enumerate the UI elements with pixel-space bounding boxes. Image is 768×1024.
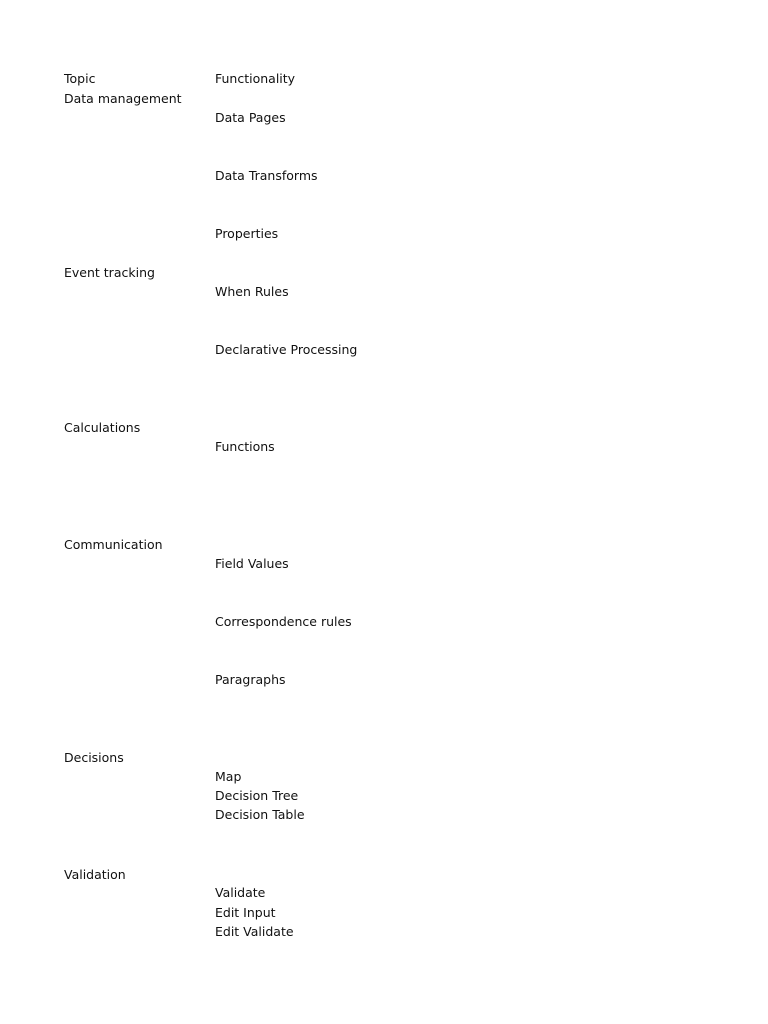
functionality-field-values: Field Values bbox=[215, 556, 289, 571]
functionality-decision-table: Decision Table bbox=[215, 807, 305, 822]
functionality-paragraphs: Paragraphs bbox=[215, 672, 286, 687]
functionality-properties: Properties bbox=[215, 226, 279, 241]
functionality-edit-input: Edit Input bbox=[215, 905, 276, 920]
topic-decisions: Decisions bbox=[64, 750, 124, 765]
topic-communication: Communication bbox=[64, 537, 163, 552]
topic-validation: Validation bbox=[64, 867, 126, 882]
topic-calculations: Calculations bbox=[64, 420, 141, 435]
functionality-functions: Functions bbox=[215, 439, 275, 454]
topic-event-tracking: Event tracking bbox=[64, 265, 155, 280]
functionality-decision-tree: Decision Tree bbox=[215, 788, 299, 803]
column-header-topic: Topic bbox=[64, 71, 96, 86]
functionality-when-rules: When Rules bbox=[215, 284, 289, 299]
functionality-validate: Validate bbox=[215, 885, 266, 900]
functionality-declarative-processing: Declarative Processing bbox=[215, 342, 358, 357]
functionality-data-pages: Data Pages bbox=[215, 110, 286, 125]
functionality-edit-validate: Edit Validate bbox=[215, 924, 294, 939]
functionality-map: Map bbox=[215, 769, 242, 784]
topic-data-management: Data management bbox=[64, 91, 182, 106]
functionality-data-transforms: Data Transforms bbox=[215, 168, 318, 183]
column-header-functionality: Functionality bbox=[215, 71, 296, 86]
functionality-correspondence-rules: Correspondence rules bbox=[215, 614, 352, 629]
